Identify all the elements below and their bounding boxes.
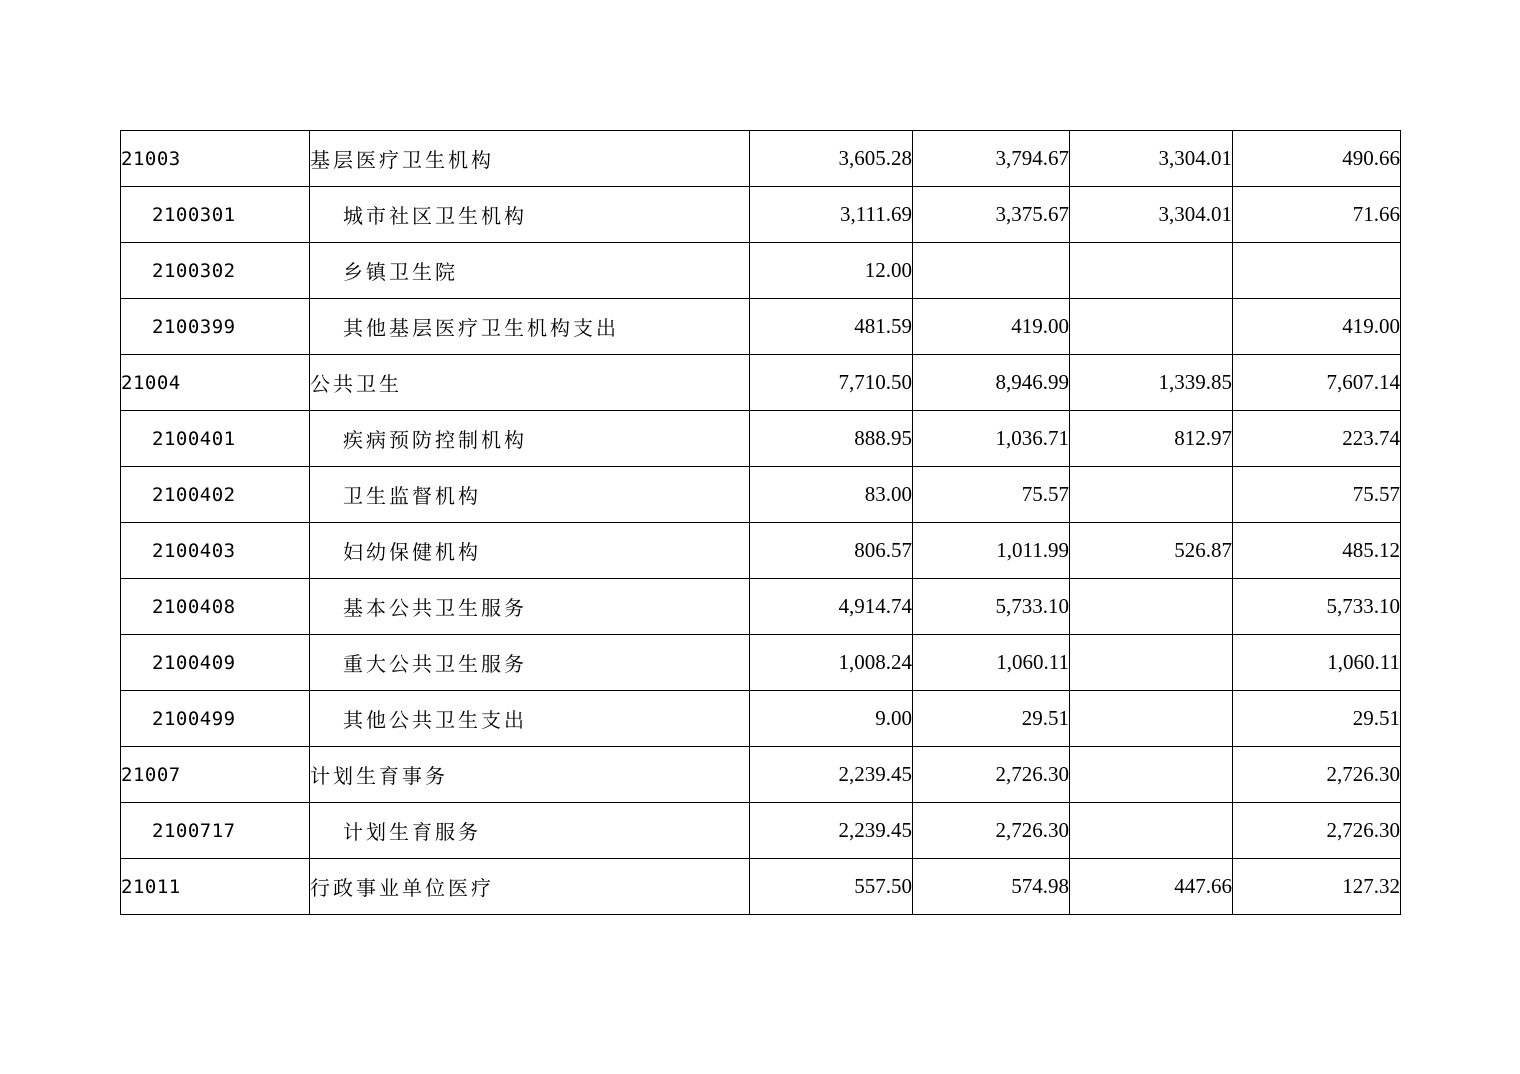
- subject-code: 21011: [121, 859, 310, 915]
- table-row: [121, 635, 1401, 691]
- table-row: [121, 411, 1401, 467]
- value-col-2: 3,794.67: [913, 131, 1070, 187]
- value-col-2: 1,036.71: [913, 411, 1070, 467]
- table-row: [121, 131, 1401, 187]
- value-col-2: 8,946.99: [913, 355, 1070, 411]
- value-col-3: [1070, 579, 1233, 635]
- value-col-4: 127.32: [1233, 859, 1401, 915]
- value-col-3: 812.97: [1070, 411, 1233, 467]
- value-col-4: 223.74: [1233, 411, 1401, 467]
- subject-code: 2100399: [121, 299, 310, 355]
- value-col-4: 485.12: [1233, 523, 1401, 579]
- subject-code: 2100401: [121, 411, 310, 467]
- subject-code: 2100402: [121, 467, 310, 523]
- value-col-1: 2,239.45: [750, 747, 913, 803]
- subject-name: 公共卫生: [310, 355, 750, 411]
- value-col-4: 2,726.30: [1233, 747, 1401, 803]
- value-col-4: 29.51: [1233, 691, 1401, 747]
- value-col-3: 447.66: [1070, 859, 1233, 915]
- budget-table-body: [121, 131, 1401, 915]
- value-col-2: 3,375.67: [913, 187, 1070, 243]
- subject-name: 疾病预防控制机构: [310, 411, 750, 467]
- value-col-3: [1070, 635, 1233, 691]
- value-col-4: 7,607.14: [1233, 355, 1401, 411]
- value-col-2: 2,726.30: [913, 803, 1070, 859]
- value-col-2: 2,726.30: [913, 747, 1070, 803]
- value-col-1: 9.00: [750, 691, 913, 747]
- subject-name: 计划生育服务: [310, 803, 750, 859]
- subject-code: 21004: [121, 355, 310, 411]
- subject-name: 重大公共卫生服务: [310, 635, 750, 691]
- value-col-2: [913, 243, 1070, 299]
- value-col-3: [1070, 747, 1233, 803]
- budget-table: [120, 130, 1401, 915]
- value-col-2: 29.51: [913, 691, 1070, 747]
- table-row: [121, 691, 1401, 747]
- subject-name: 其他基层医疗卫生机构支出: [310, 299, 750, 355]
- value-col-3: [1070, 803, 1233, 859]
- subject-code: 2100499: [121, 691, 310, 747]
- value-col-4: 419.00: [1233, 299, 1401, 355]
- table-row: [121, 747, 1401, 803]
- value-col-3: [1070, 299, 1233, 355]
- subject-code: 2100302: [121, 243, 310, 299]
- subject-code: 21003: [121, 131, 310, 187]
- table-row: [121, 523, 1401, 579]
- value-col-3: [1070, 243, 1233, 299]
- table-row: [121, 187, 1401, 243]
- subject-name: 卫生监督机构: [310, 467, 750, 523]
- value-col-4: [1233, 243, 1401, 299]
- value-col-1: 806.57: [750, 523, 913, 579]
- value-col-1: 2,239.45: [750, 803, 913, 859]
- value-col-1: 4,914.74: [750, 579, 913, 635]
- value-col-4: 490.66: [1233, 131, 1401, 187]
- value-col-3: [1070, 467, 1233, 523]
- table-row: [121, 467, 1401, 523]
- value-col-1: 557.50: [750, 859, 913, 915]
- value-col-1: 83.00: [750, 467, 913, 523]
- value-col-1: 481.59: [750, 299, 913, 355]
- value-col-4: 75.57: [1233, 467, 1401, 523]
- table-row: [121, 243, 1401, 299]
- table-row: [121, 355, 1401, 411]
- value-col-4: 1,060.11: [1233, 635, 1401, 691]
- value-col-3: 3,304.01: [1070, 131, 1233, 187]
- subject-name: 乡镇卫生院: [310, 243, 750, 299]
- subject-name: 妇幼保健机构: [310, 523, 750, 579]
- value-col-1: 3,605.28: [750, 131, 913, 187]
- subject-code: 2100409: [121, 635, 310, 691]
- subject-name: 基层医疗卫生机构: [310, 131, 750, 187]
- subject-code: 2100408: [121, 579, 310, 635]
- subject-code: 2100403: [121, 523, 310, 579]
- table-row: [121, 803, 1401, 859]
- table-row: [121, 859, 1401, 915]
- value-col-2: 1,060.11: [913, 635, 1070, 691]
- value-col-4: 71.66: [1233, 187, 1401, 243]
- value-col-3: 3,304.01: [1070, 187, 1233, 243]
- value-col-3: 1,339.85: [1070, 355, 1233, 411]
- value-col-4: 5,733.10: [1233, 579, 1401, 635]
- value-col-2: 574.98: [913, 859, 1070, 915]
- table-row: [121, 579, 1401, 635]
- subject-name: 行政事业单位医疗: [310, 859, 750, 915]
- subject-name: 城市社区卫生机构: [310, 187, 750, 243]
- value-col-1: 7,710.50: [750, 355, 913, 411]
- value-col-1: 1,008.24: [750, 635, 913, 691]
- value-col-2: 5,733.10: [913, 579, 1070, 635]
- value-col-1: 12.00: [750, 243, 913, 299]
- value-col-2: 75.57: [913, 467, 1070, 523]
- table-row: [121, 299, 1401, 355]
- subject-name: 基本公共卫生服务: [310, 579, 750, 635]
- value-col-1: 888.95: [750, 411, 913, 467]
- value-col-3: [1070, 691, 1233, 747]
- value-col-2: 1,011.99: [913, 523, 1070, 579]
- value-col-2: 419.00: [913, 299, 1070, 355]
- value-col-1: 3,111.69: [750, 187, 913, 243]
- subject-name: 计划生育事务: [310, 747, 750, 803]
- subject-code: 2100301: [121, 187, 310, 243]
- value-col-3: 526.87: [1070, 523, 1233, 579]
- subject-name: 其他公共卫生支出: [310, 691, 750, 747]
- subject-code: 21007: [121, 747, 310, 803]
- subject-code: 2100717: [121, 803, 310, 859]
- value-col-4: 2,726.30: [1233, 803, 1401, 859]
